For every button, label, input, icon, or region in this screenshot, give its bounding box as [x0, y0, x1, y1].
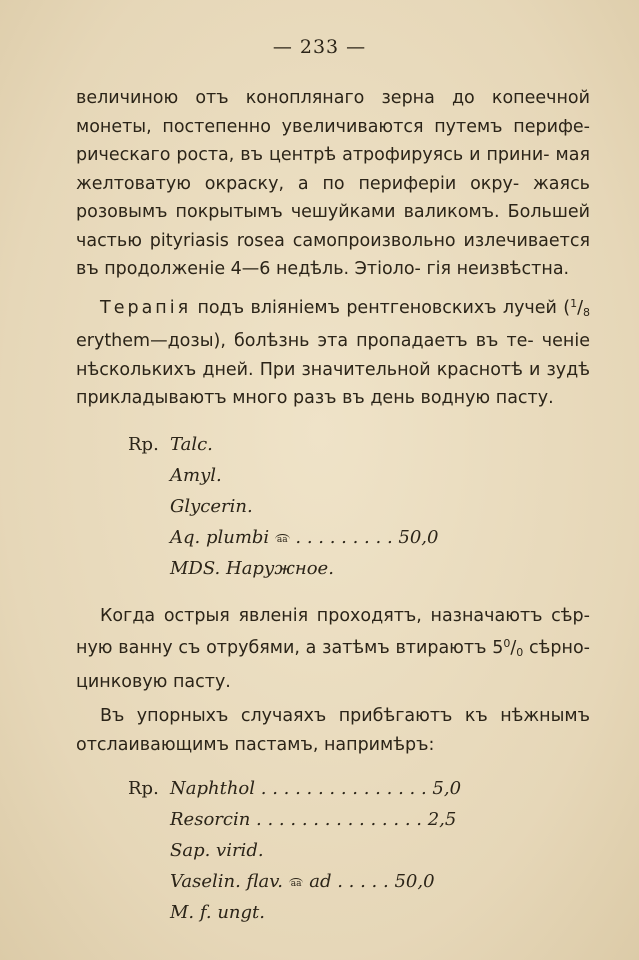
leader-dots: . . . . . . . . . [295, 526, 393, 548]
recipe-amount: 50,0 [398, 526, 439, 548]
therapy-paragraph: Терапія подъ вліяніемъ рентгеновскихъ лучей ($^1/_8$ erythem—дозы), болѣзнь эта пропадаетъ въ те- ченіе нѣсколькихъ дней. При значительной краснотѣ и зудѣ прикладываютъ много разъ въ день водную пасту. [76, 296, 590, 408]
text-line: монеты, постепенно увеличиваются путемъ перифе- [76, 116, 590, 137]
recipe-amount: 5,0 [432, 778, 462, 799]
aa-symbol: aa [290, 879, 302, 889]
page-number: — 233 — [272, 36, 367, 58]
paragraph-2: Когда острыя явленія проходятъ, назначаютъ сѣр- ную ванну съ отрубями, а затѣмъ втираютъ $5^0/_0$ сѣрно-цинковую пасту. [76, 605, 590, 692]
fraction-denominator: 8 [583, 305, 590, 319]
text-line: отслаивающимъ пастамъ, напримѣръ: [76, 734, 435, 755]
recipe-rp: Rp. [128, 778, 159, 799]
text-line: мая желтоватую окраску, а по периферіи окру- [76, 145, 590, 194]
recipe-ad: ad [309, 871, 332, 892]
recipe-item: Naphthol [170, 778, 256, 799]
text-line: и зудѣ прикладываютъ много разъ въ день водную [76, 359, 590, 408]
recipe-item: Glycerin. [170, 495, 253, 517]
text-line: гія неизвѣстна. [426, 259, 570, 279]
percent-bottom: 0 [516, 646, 524, 659]
recipe-amount: 50,0 [394, 871, 435, 892]
recipe-2 [76, 773, 590, 928]
text-line: пасту. [495, 388, 554, 408]
text-line: Въ упорныхъ случаяхъ прибѣгаютъ къ нѣжнымъ [100, 706, 590, 726]
recipe-rp: Rp. [128, 433, 159, 455]
text-line: сѣрно-цинковую пасту. [76, 638, 590, 692]
leader-dots: . . . . . . . . . . . . . . . [250, 809, 428, 830]
recipe-signature: M. f. ungt. [170, 902, 266, 923]
text-line: излечивается въ продолженіе 4—6 недѣль. Этіоло- [76, 230, 590, 279]
recipe-item: Amyl. [170, 464, 222, 486]
text-line: подъ вліяніемъ рентгеновскихъ лучей [197, 297, 557, 318]
recipe-item: Vaselin. flav. [170, 871, 284, 892]
recipe-1 [76, 429, 590, 584]
recipe-item: Sap. virid. [170, 840, 264, 861]
recipe-signature: MDS. Наружное. [170, 557, 334, 579]
therapy-heading: Терапія [100, 297, 192, 318]
text-line: жаясь розовымъ покрытымъ чешуйками валикомъ. [76, 173, 590, 222]
aa-symbol: aa [276, 534, 288, 545]
text-line: рическаго роста, въ центрѣ атрофируясь и прини- [76, 145, 550, 165]
recipe-item: Aq. plumbi [170, 526, 270, 548]
paragraph-3 [76, 702, 590, 759]
text-line: Когда острыя явленія проходятъ, назначаютъ сѣр- [100, 605, 590, 626]
percent-top: 0 [503, 637, 511, 650]
text-line: величиною отъ коноплянаго зерна до копеечной [76, 88, 590, 108]
recipe-item: Talc. [170, 433, 213, 455]
paragraph-1 [76, 84, 590, 284]
leader-dots: . . . . . [331, 871, 395, 892]
text-line: ченіе нѣсколькихъ дней. При значительной краснотѣ [76, 331, 590, 380]
recipe-amount: 2,5 [427, 809, 457, 830]
recipe-item: Resorcin [170, 809, 251, 830]
text-line: Большей частью pityriasis rosea самопроизвольно [76, 202, 590, 251]
text-line: ную ванну съ отрубями, а затѣмъ втираютъ 5 [76, 638, 504, 658]
text-line: erythem—дозы), болѣзнь эта пропадаетъ въ те- [76, 331, 534, 351]
page-body [76, 84, 590, 928]
leader-dots: . . . . . . . . . . . . . . . [255, 778, 433, 799]
fraction-numerator: 1 [570, 296, 578, 310]
